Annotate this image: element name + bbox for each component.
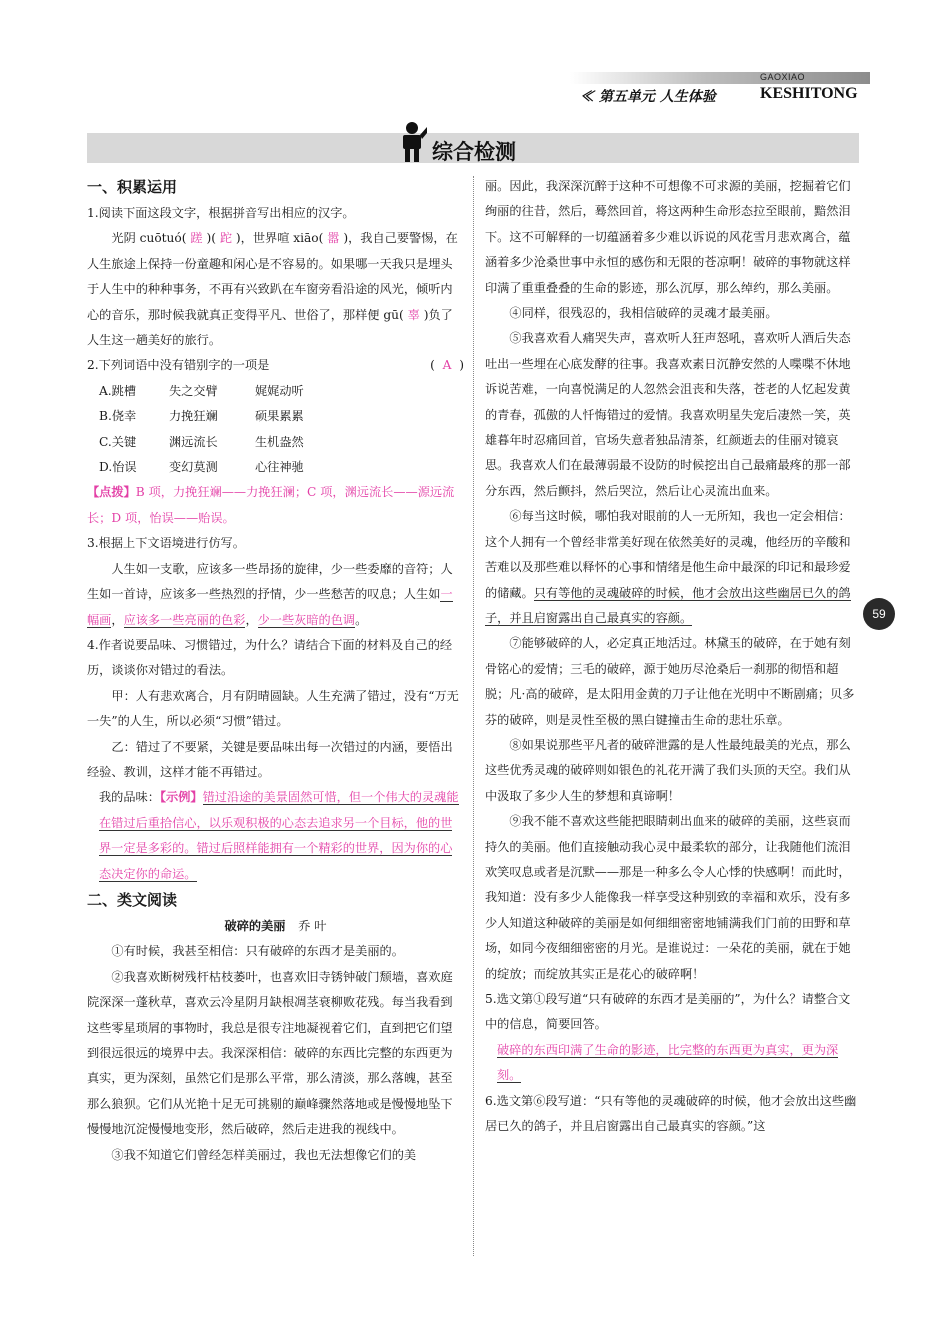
header-gaoxiao: GAOXIAO [760,72,806,82]
option-d: D.怡误 变幻莫测 心往神驰 [99,460,304,475]
article-para-5: ⑤我喜欢看人痛哭失声，喜欢听人狂声怒吼，喜欢听人酒后失态吐出一些埋在心底发酵的往事。我喜欢素日沉静安然的人喋喋不休地诉说苦难，一向喜悦满足的人忽然会沮丧和失落，苍老的人忆起发黄的青春，孤傲的人忏悔错过的爱情。我喜欢明星失宠后凄然一笑，英雄暮年时忍痛回首，官场失意者独品清茶，红颜逝去的佳丽对镜哀思。我喜欢人们在最薄弱最不设防的时候挖出自己最痛最疼的那一部分东西，然后颤抖，然后哭泣，然后让心灵流出血来。 [485,331,851,498]
article-title: 破碎的美丽 乔 叶 [224,918,327,933]
article-para-1: ①有时候，我甚至相信：只有破碎的东西才是美丽的。 [111,944,404,959]
double-chevron-icon: ≪ [580,89,599,105]
banner-title: 综合检测 [432,140,516,164]
question-2: 2.下列词语中没有错别字的一项是 ( A ) [87,358,464,373]
question-4: 4.作者说要品味、习惯错过，为什么？请结合下面的材料及自己的经历，谈谈你对错过的看法。 [87,637,453,678]
header-gradient-bar [570,72,870,84]
option-b: B.侥幸 力挽狂斓 硕果累累 [99,409,304,424]
page-number: 59 [863,598,895,630]
right-column [485,174,858,1139]
question-3: 3.根据上下文语境进行仿写。 [87,536,245,551]
question-5: 5.选文第①段写道“只有破碎的东西才是美丽的”，为什么？请整合文中的信息，简要回答。 [485,992,851,1032]
article-para-6: ⑥每当这时候，哪怕我对眼前的人一无所知，我也一定会相信：这个人拥有一个曾经非常美好现在依然美好的灵魂，他经历的辛酸和苦难以及那些难以释怀的心事和情绪是他生命中最深的印记和最珍爱的储藏。只有等他的灵魂破碎的时候，他才会放出这些幽居已久的鸽子，并且启窗露出自己最真实的容颜。 [485,509,851,625]
article-para-2: ②我喜欢断树残杆枯枝萎叶，也喜欢旧寺锈钟破门颓墙，喜欢庭院深深一蓬秋草，喜欢云冷星阴月缺根凋茎衰柳败花残。每当我看到这些零星琐屑的事物时，我总是很专注地凝视着它们，直到把它们望到很远很远的境界中去。我深深相信：破碎的东西比完整的东西更为真实，更为深刻，虽然它们是那么平常，那么清淡，那么落魄，甚至那么狼狈。它们从光艳十足无可挑剔的巅峰骤然落地或是慢慢地坠下慢慢地沉淀慢慢地变形，然后破碎，然后走进我的视线中。 [87,969,453,1137]
q4-material-jia: 甲：人有悲欢离合，月有阴晴圆缺。人生充满了错过，没有“万无一失”的人生，所以必须“习惯”错过。 [87,688,459,729]
page-header [570,72,870,108]
article-para-3: ③我不知道它们曾经怎样美丽过，我也无法想像它们的美 [111,1147,417,1162]
question-6: 6.选文第⑥段写道：“只有等他的灵魂破碎的时候，他才会放出这些幽居已久的鸽子，并且启窗露出自己最真实的容颜。”这 [485,1093,857,1134]
section-heading-1: 一、积累运用 [87,178,178,196]
q5-answer: 破碎的东西印满了生命的影迹，比完整的东西更为真实，更为深刻。 [497,1042,839,1083]
q4-answer: 我的品味：【示例】错过沿途的美景固然可惜，但一个伟大的灵魂能在错过后重拾信心，以乐观积极的心态去追求另一个目标，他的世界一定是多彩的。错过后照样能拥有一个精彩的世界，因为你的心态决定你的命运。 [99,790,459,881]
article-para-4: ④同样，很残忍的，我相信破碎的灵魂才最美丽。 [509,306,778,321]
article-para-7: ⑦能够破碎的人，必定真正地活过。林黛玉的破碎，在于她有刻骨铭心的爱情；三毛的破碎，源于她历尽沧桑后一刹那的彻悟和超脱；凡·高的破碎，是太阳用金黄的刀子让他在光明中不断剧痛；贝多芬的破碎，则是灵性至极的黑白键撞击生命的悲壮乐章。 [485,636,855,727]
section-heading-2: 二、类文阅读 [87,890,178,909]
left-column [87,174,464,1168]
option-a: A.跳槽 失之交臂 娓娓动听 [99,383,304,398]
q3-passage: 人生如一支歌，应该多一些昂扬的旋律，少一些委靡的音符；人生如一首诗，应该多一些热烈的抒情，少一些愁苦的叹息；人生如一幅画，应该多一些亮丽的色彩，少一些灰暗的色调。 [87,561,453,627]
header-brand: KESHITONG [760,85,858,102]
question-1: 1.阅读下面这段文字，根据拼音写出相应的汉字。 [87,206,355,220]
article-para-3-cont: 丽。因此，我深深沉醉于这种不可想像不可求源的美丽，挖掘着它们绚丽的往昔，然后，蓦然回首，将这两种生命形态拉至眼前，黯然泪下。这不可解释的一切蕴涵着多少难以诉说的风花雪月悲欢离合，蕴涵着多少沧桑世事中永恒的感伤和无限的苍凉啊！破碎的事物就这样印满了重重叠叠的生命的影迹，那么沉厚，那么绰约，那么美丽。 [485,179,851,295]
article-para-9: ⑨我不能不喜欢这些能把眼睛刺出血来的破碎的美丽，这些哀而持久的美丽。他们直接触动我心灵中最柔软的部分，让我随他们流泪欢笑叹息或者是沉默——那是一种多么令人心悸的快感啊！而此时，我知道：没有多少人能像我一样享受这种别致的幸福和欢乐，没有多少人知道这种破碎的美丽是如何细细密密地铺满我们门前的田野和草场，如同今夜细细密密的月光。是谁说过：一朵花的美丽，就在于她的绽放；而绽放其实正是花心的破碎啊！ [485,814,851,981]
person-icon [398,121,428,163]
option-c: C.关键 渊远流长 生机盎然 [99,434,304,449]
q1-passage: 光阴 cuōtuó( 蹉 )( 跎 )，世界喧 xiāo( 嚣 )，我自己要警惕，在人生旅途上保持一份童趣和闲心是不容易的。如果哪一天我只是埋头于人生中的种种事务，不再有兴致趴在车窗旁看沿途的风光，倾听内心的音乐，那时候我就真正变得平凡、世俗了，那样便 gū( 辜 )负了人生这一趟美好的旅行。 [87,231,458,348]
q4-material-yi: 乙：错过了不要紧，关键是要品味出每一次错过的内涵，要悟出经验、教训，这样才能不再错过。 [87,739,453,779]
header-unit: ≪ 第五单元 人生体验 [580,89,716,105]
column-divider [473,176,474,1256]
q2-tip: 【点拨】B 项，力挽狂斓——力挽狂澜；C 项，渊远流长——源远流长；D 项，怡误——贻误。 [87,485,455,525]
article-para-8: ⑧如果说那些平凡者的破碎泄露的是人性最纯最美的光点，那么这些优秀灵魂的破碎则如银色的礼花开满了我们头顶的天空。我们从中汲取了多少人生的梦想和真谛啊！ [485,737,851,803]
